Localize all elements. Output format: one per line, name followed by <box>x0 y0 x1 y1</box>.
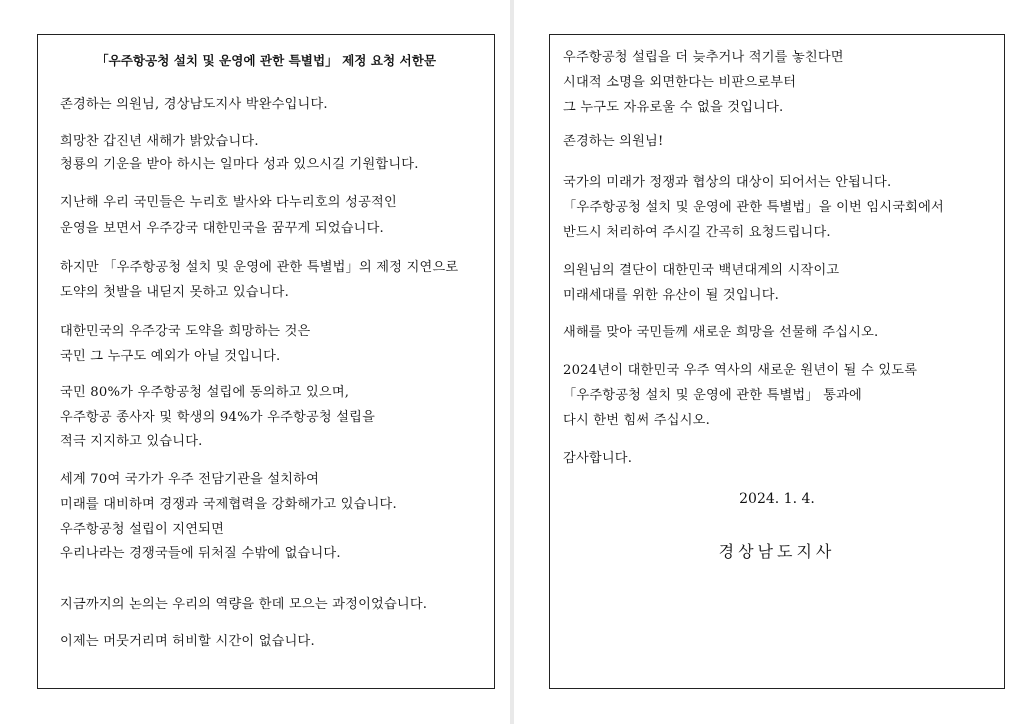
right-letter-frame <box>549 34 1005 689</box>
letter-line: 운영을 보면서 우주강국 대한민국을 꿈꾸게 되었습니다. <box>60 221 384 236</box>
letter-line: 지난해 우리 국민들은 누리호 발사와 다누리호의 성공적인 <box>60 195 397 210</box>
right-page <box>514 0 1024 724</box>
letter-line: 대한민국의 우주강국 도약을 희망하는 것은 <box>60 324 311 339</box>
letter-line: 적극 지지하고 있습니다. <box>60 434 203 449</box>
letter-line: 국가의 미래가 정쟁과 협상의 대상이 되어서는 안됩니다. <box>563 175 892 190</box>
letter-signer: 경상남도지사 <box>718 542 836 561</box>
letter-line: 존경하는 의원님, 경상남도지사 박완수입니다. <box>60 97 328 112</box>
letter-line: 우주항공청 설립을 더 늦추거나 적기를 놓친다면 <box>563 50 844 65</box>
letter-line: 세계 70여 국가가 우주 전담기관을 설치하여 <box>60 472 320 487</box>
letter-line: 2024년이 대한민국 우주 역사의 새로운 원년이 될 수 있도록 <box>563 363 918 378</box>
letter-line: 새해를 맞아 국민들께 새로운 희망을 선물해 주십시오. <box>563 325 879 340</box>
letter-line: 다시 한번 힘써 주십시오. <box>563 413 710 428</box>
letter-line: 감사합니다. <box>563 451 633 466</box>
letter-line: 「우주항공청 설치 및 운영에 관한 특별법」을 이번 임시국회에서 <box>563 200 944 215</box>
letter-line: 지금까지의 논의는 우리의 역량을 한데 모으는 과정이었습니다. <box>60 597 428 612</box>
letter-line: 우주항공청 설립이 지연되면 <box>60 522 225 537</box>
letter-date: 2024. 1. 4. <box>739 491 815 507</box>
letter-line: 미래세대를 위한 유산이 될 것입니다. <box>563 288 780 303</box>
letter-line: 존경하는 의원님! <box>563 134 664 149</box>
letter-line: 청룡의 기운을 받아 하시는 일마다 성과 있으시길 기원합니다. <box>60 157 419 172</box>
letter-line: 그 누구도 자유로울 수 없을 것입니다. <box>563 100 784 115</box>
left-page <box>0 0 510 724</box>
letter-line: 우리나라는 경쟁국들에 뒤처질 수밖에 없습니다. <box>60 546 341 561</box>
letter-line: 국민 80%가 우주항공청 설립에 동의하고 있으며, <box>60 385 350 400</box>
letter-line: 시대적 소명을 외면한다는 비판으로부터 <box>563 75 797 90</box>
letter-line: 미래를 대비하며 경쟁과 국제협력을 강화해가고 있습니다. <box>60 497 397 512</box>
letter-line: 도약의 첫발을 내딛지 못하고 있습니다. <box>60 285 289 300</box>
left-letter-frame <box>37 34 495 689</box>
letter-line: 이제는 머뭇거리며 허비할 시간이 없습니다. <box>60 634 315 649</box>
letter-title: 「우주항공청 설치 및 운영에 관한 특별법」 제정 요청 서한문 <box>95 53 437 68</box>
letter-line: 우주항공 종사자 및 학생의 94%가 우주항공청 설립을 <box>60 410 376 425</box>
letter-line: 국민 그 누구도 예외가 아닐 것입니다. <box>60 349 281 364</box>
letter-line: 반드시 처리하여 주시길 간곡히 요청드립니다. <box>563 225 831 240</box>
letter-line: 하지만 「우주항공청 설치 및 운영에 관한 특별법」의 제정 지연으로 <box>60 260 459 275</box>
letter-line: 희망찬 갑진년 새해가 밝았습니다. <box>60 134 259 149</box>
letter-line: 「우주항공청 설치 및 운영에 관한 특별법」 통과에 <box>563 388 862 403</box>
letter-line: 의원님의 결단이 대한민국 백년대계의 시작이고 <box>563 263 840 278</box>
